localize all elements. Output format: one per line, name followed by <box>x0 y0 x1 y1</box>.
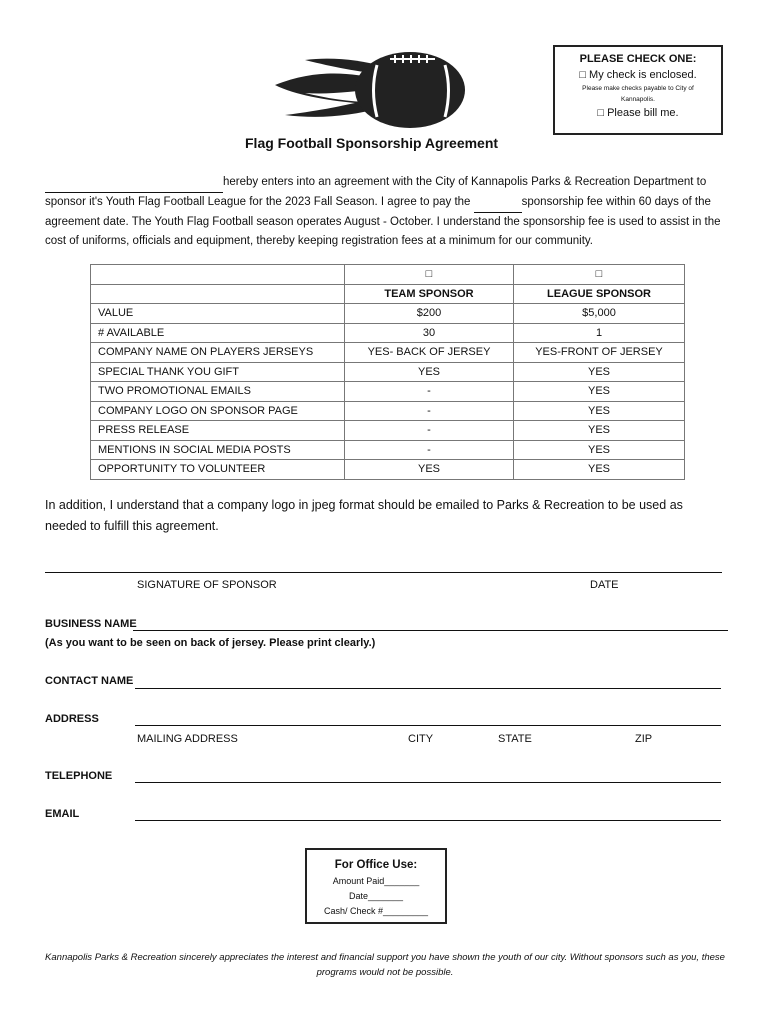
table-row <box>91 382 685 402</box>
table-cell: YES- BACK OF JERSEY <box>345 343 514 363</box>
office-use-box <box>305 848 447 924</box>
table-cell: YES <box>514 362 685 382</box>
table-cell: 30 <box>345 323 514 343</box>
table-cell: YES <box>514 401 685 421</box>
business-name-note: (As you want to be seen on back of jersey. Please print clearly.) <box>45 637 376 649</box>
check-one-heading: PLEASE CHECK ONE: <box>579 53 697 65</box>
table-cell: $5,000 <box>514 304 685 324</box>
address-line[interactable] <box>135 725 721 726</box>
footer-note: Kannapolis Parks & Recreation sincerely appreciates the interest and financial support you have shown the youth of our city. Without sponsors such as you, these programs would not be possible. <box>45 952 725 978</box>
telephone-label: TELEPHONE <box>45 770 113 782</box>
payable-note: Please make checks payable to City of Kannapolis. <box>582 85 694 103</box>
cash-check-field: Cash/ Check #_________ <box>323 906 429 916</box>
row-label: TWO PROMOTIONAL EMAILS <box>91 382 345 402</box>
telephone-line[interactable] <box>135 782 721 783</box>
row-label: COMPANY NAME ON PLAYERS JERSEYS <box>91 343 345 363</box>
table-row <box>91 440 685 460</box>
row-label: # AVAILABLE <box>91 323 345 343</box>
row-label: COMPANY LOGO ON SPONSOR PAGE <box>91 401 345 421</box>
city-label: CITY <box>408 733 434 745</box>
table-cell: YES <box>514 460 685 480</box>
row-label: MENTIONS IN SOCIAL MEDIA POSTS <box>91 440 345 460</box>
email-line[interactable] <box>135 820 721 821</box>
row-label: SPECIAL THANK YOU GIFT <box>91 362 345 382</box>
contact-name-label: CONTACT NAME <box>45 675 134 687</box>
table-row <box>91 401 685 421</box>
page-title: Flag Football Sponsorship Agreement <box>245 135 499 151</box>
paragraph-line: needed to fulfill this agreement. <box>45 519 219 533</box>
table-cell: YES <box>345 460 514 480</box>
office-date-field: Date_______ <box>348 891 404 901</box>
mailing-address-label: MAILING ADDRESS <box>137 733 238 745</box>
intro-line: agreement date. The Youth Flag Football season operates August - October. I understand the sponsorship fee is used to assist in the <box>45 216 721 228</box>
business-name-label: BUSINESS NAME <box>45 618 137 630</box>
bill-me-option[interactable]: □ Please bill me. <box>597 107 679 119</box>
table-cell: YES <box>514 440 685 460</box>
state-label: STATE <box>498 733 532 745</box>
table-cell: - <box>345 421 514 441</box>
column-header: LEAGUE SPONSOR <box>514 284 685 304</box>
intro-line: sponsor it's Youth Flag Football League for the 2023 Fall Season. I agree to pay the <box>45 196 471 208</box>
table-row <box>91 343 685 363</box>
intro-line: sponsorship fee within 60 days of the <box>521 196 711 208</box>
football-flame-logo <box>265 45 465 135</box>
column-header: TEAM SPONSOR <box>345 284 514 304</box>
email-label: EMAIL <box>45 808 80 820</box>
table-cell: $200 <box>345 304 514 324</box>
zip-label: ZIP <box>635 733 653 745</box>
league-sponsor-checkbox[interactable]: □ <box>514 265 685 285</box>
office-use-heading: For Office Use: <box>334 859 418 871</box>
intro-line: hereby enters into an agreement with the City of Kannapolis Parks & Recreation Department to <box>223 176 707 188</box>
table-cell: YES <box>514 421 685 441</box>
table-row <box>91 362 685 382</box>
sponsor-name-blank[interactable] <box>45 173 223 193</box>
row-label: VALUE <box>91 304 345 324</box>
table-cell: YES <box>514 382 685 402</box>
contact-name-line[interactable] <box>135 688 721 689</box>
table-cell: YES-FRONT OF JERSEY <box>514 343 685 363</box>
sponsorship-levels-table <box>90 264 685 480</box>
signature-line[interactable] <box>45 572 722 573</box>
intro-line: cost of uniforms, officials and equipment, thereby keeping registration fees at a minimum for our community. <box>45 235 593 247</box>
paragraph-line: In addition, I understand that a company logo in jpeg format should be emailed to Parks & Recreation to be used as <box>45 498 683 512</box>
row-label: OPPORTUNITY TO VOLUNTEER <box>91 460 345 480</box>
address-label: ADDRESS <box>45 713 99 725</box>
table-cell: - <box>345 440 514 460</box>
payment-option-box <box>553 45 723 135</box>
row-label: PRESS RELEASE <box>91 421 345 441</box>
table-cell: - <box>345 401 514 421</box>
table-row <box>91 421 685 441</box>
signature-label: SIGNATURE OF SPONSOR <box>137 579 277 591</box>
table-row <box>91 323 685 343</box>
table-row <box>91 304 685 324</box>
fee-blank[interactable] <box>474 193 522 213</box>
table-row <box>91 460 685 480</box>
table-cell: - <box>345 382 514 402</box>
logo-paragraph <box>45 495 725 537</box>
table-cell: 1 <box>514 323 685 343</box>
team-sponsor-checkbox[interactable]: □ <box>345 265 514 285</box>
amount-paid-field: Amount Paid_______ <box>332 876 420 886</box>
intro-paragraph <box>45 173 725 251</box>
check-enclosed-option[interactable]: □ My check is enclosed. <box>579 69 697 81</box>
date-label: DATE <box>590 579 619 591</box>
business-name-line[interactable] <box>133 630 728 631</box>
table-cell: YES <box>345 362 514 382</box>
